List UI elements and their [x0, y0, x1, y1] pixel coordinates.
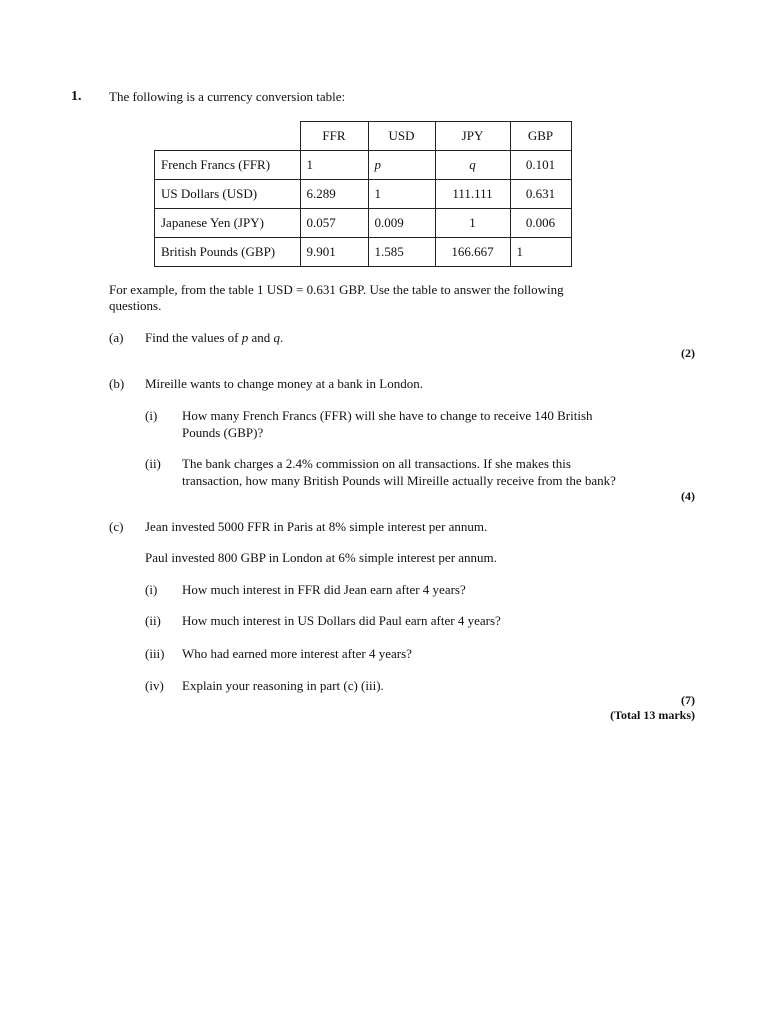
part-b-i-line-2: Pounds (GBP)? — [182, 425, 264, 440]
part-b-i-line-1: How many French Francs (FFR) will she have to change to receive 140 British — [182, 408, 593, 423]
part-b-i-label: (i) — [145, 408, 158, 423]
variable-p: p — [241, 330, 249, 345]
question-number: 1. — [71, 89, 82, 104]
total-marks: (Total 13 marks) — [610, 708, 695, 722]
table-cell: 9.901 — [300, 238, 368, 267]
part-b-label: (b) — [109, 376, 125, 391]
table-cell: 111.111 — [435, 180, 510, 209]
part-a-text-pre: Find the values of — [145, 330, 242, 345]
table-row — [155, 180, 572, 209]
part-a-text-mid: and — [248, 330, 274, 345]
row-label: British Pounds (GBP) — [155, 238, 301, 267]
part-b-ii-line-1: The bank charges a 2.4% commission on all transactions. If she makes this — [182, 456, 571, 471]
part-a-text-end: . — [280, 330, 284, 345]
header-jpy: JPY — [435, 122, 510, 151]
header-gbp: GBP — [510, 122, 571, 151]
row-label: US Dollars (USD) — [155, 180, 301, 209]
table-header-row — [155, 122, 572, 151]
part-c-line-2: Paul invested 800 GBP in London at 6% simple interest per annum. — [145, 550, 497, 565]
part-c-ii-text: How much interest in US Dollars did Paul earn after 4 years? — [182, 613, 501, 628]
table-cell: 0.006 — [510, 209, 571, 238]
part-c-i-text: How much interest in FFR did Jean earn after 4 years? — [182, 582, 466, 597]
row-label: French Francs (FFR) — [155, 151, 301, 180]
part-b-text: Mireille wants to change money at a bank in London. — [145, 376, 423, 391]
part-b-marks: (4) — [681, 489, 695, 503]
table-cell: 1 — [435, 209, 510, 238]
row-label: Japanese Yen (JPY) — [155, 209, 301, 238]
table-cell: 0.009 — [368, 209, 435, 238]
part-c-marks: (7) — [681, 693, 695, 707]
table-row — [155, 209, 572, 238]
part-c-iv-text: Explain your reasoning in part (c) (iii). — [182, 678, 384, 693]
question-intro: The following is a currency conversion table: — [109, 89, 346, 104]
header-ffr: FFR — [300, 122, 368, 151]
table-cell: 0.101 — [510, 151, 571, 180]
table-cell: 1 — [368, 180, 435, 209]
currency-conversion-table — [154, 121, 572, 267]
part-c-ii-label: (ii) — [145, 613, 161, 628]
table-cell: 1 — [510, 238, 571, 267]
part-c-line-1: Jean invested 5000 FFR in Paris at 8% simple interest per annum. — [145, 519, 488, 534]
part-c-i-label: (i) — [145, 582, 158, 597]
example-line-2: questions. — [109, 298, 162, 313]
table-cell: 0.631 — [510, 180, 571, 209]
part-c-iii-text: Who had earned more interest after 4 years? — [182, 646, 412, 661]
part-c-iv-label: (iv) — [145, 678, 164, 693]
table-cell: p — [368, 151, 435, 180]
table-cell: q — [435, 151, 510, 180]
part-a-label: (a) — [109, 330, 124, 345]
table-corner — [155, 122, 301, 151]
table-row — [155, 238, 572, 267]
table-cell: 1 — [300, 151, 368, 180]
table-cell: 6.289 — [300, 180, 368, 209]
table-cell: 1.585 — [368, 238, 435, 267]
table-row — [155, 151, 572, 180]
part-a-text — [145, 330, 283, 346]
example-line-1: For example, from the table 1 USD = 0.631 GBP. Use the table to answer the following — [109, 282, 564, 297]
header-usd: USD — [368, 122, 435, 151]
table-cell: 166.667 — [435, 238, 510, 267]
part-b-ii-label: (ii) — [145, 456, 161, 471]
table-cell: 0.057 — [300, 209, 368, 238]
part-b-ii-line-2: transaction, how many British Pounds will Mireille actually receive from the bank? — [182, 473, 616, 488]
part-c-label: (c) — [109, 519, 124, 534]
variable-q: q — [273, 330, 281, 345]
part-a-marks: (2) — [681, 346, 695, 360]
part-c-iii-label: (iii) — [145, 646, 165, 661]
